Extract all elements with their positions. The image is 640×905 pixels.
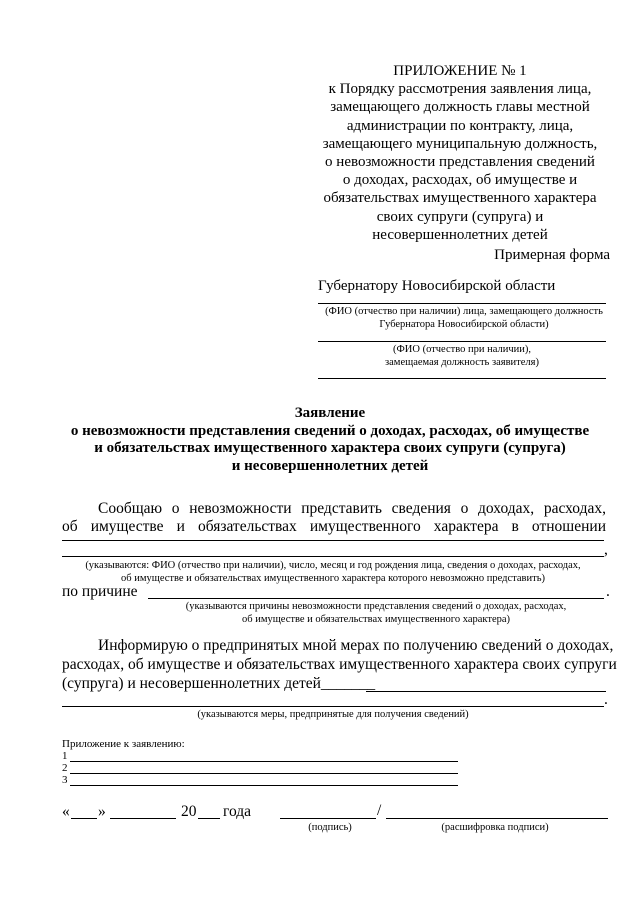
- date-quote-close: »: [98, 803, 106, 820]
- appendix-line: администрации по контракту, лица,: [346, 117, 574, 134]
- signature-decode-caption: (расшифровка подписи): [441, 822, 549, 833]
- attachment-line-1[interactable]: [70, 761, 458, 762]
- attachment-line-3[interactable]: [70, 785, 458, 786]
- year-field[interactable]: [198, 818, 220, 819]
- addressee-line-1[interactable]: [318, 303, 606, 304]
- signature-caption: (подпись): [308, 822, 352, 833]
- appendix-line: к Порядку рассмотрения заявления лица,: [328, 81, 592, 98]
- addressee-caption-1: (ФИО (отчество при наличии) лица, замещающего должность Губернатора Новосибирской области): [325, 306, 603, 330]
- year-prefix: 20: [181, 803, 197, 820]
- appendix-line: замещающего должность главы местной: [330, 99, 590, 116]
- day-field[interactable]: [71, 818, 97, 819]
- paragraph-1-line-2: об имуществе и обязательствах имущественного характера в отношении: [62, 518, 606, 535]
- applicant-line[interactable]: [318, 341, 606, 342]
- reason-label: по причине: [62, 583, 138, 600]
- month-field[interactable]: [110, 818, 176, 819]
- appendix-line: о доходах, расходах, об имуществе и: [342, 172, 578, 189]
- form-type-label: Примерная форма: [494, 247, 610, 263]
- signature-decode-field[interactable]: [386, 818, 608, 819]
- attachment-number: 2: [62, 762, 68, 774]
- appendix-line: несовершеннолетних детей: [372, 226, 548, 243]
- year-suffix: года: [223, 803, 252, 820]
- measures-period: .: [604, 691, 608, 708]
- appendix-title: ПРИЛОЖЕНИЕ № 1: [393, 63, 527, 79]
- paragraph-2-line-1: Информирую о предпринятых мной мерах по получению сведений о доходах,: [98, 637, 614, 654]
- applicant-caption: (ФИО (отчество при наличии), замещаемая должность заявителя): [385, 344, 539, 368]
- reason-line[interactable]: [148, 598, 604, 599]
- attachments-label: Приложение к заявлению:: [62, 738, 185, 750]
- attachment-number: 3: [62, 774, 68, 786]
- reason-caption: (указываются причины невозможности представления сведений о доходах, расходах, об имуществе и обязательствах имущественного характера): [185, 601, 567, 625]
- document-title: Заявление о невозможности представления сведений о доходах, расходах, об имуществе и обязательствах имущественного характера своих супруги (супруга) и несовершеннолетних детей: [70, 405, 590, 474]
- comma: ,: [604, 541, 608, 558]
- measures-caption: (указываются меры, предпринятые для получения сведений): [197, 709, 469, 720]
- subject-line-2[interactable]: [62, 556, 604, 557]
- measures-line-2[interactable]: [62, 706, 604, 707]
- measures-line-1[interactable]: [366, 691, 606, 692]
- attachment-line-2[interactable]: [70, 773, 458, 774]
- paragraph-2-line-2: расходах, об имуществе и обязательствах имущественного характера своих супруги: [62, 656, 617, 673]
- appendix-line: обязательствах имущественного характера: [323, 190, 597, 207]
- appendix-line: своих супруги (супруга) и: [376, 208, 544, 225]
- paragraph-1-line-1: Сообщаю о невозможности представить сведения о доходах, расходах,: [98, 500, 606, 517]
- appendix-line: о невозможности представления сведений: [325, 154, 595, 171]
- attachment-number: 1: [62, 750, 68, 762]
- reason-period: .: [606, 583, 610, 600]
- signature-field[interactable]: [280, 818, 376, 819]
- addressee: Губернатору Новосибирской области: [318, 278, 556, 294]
- subject-caption: (указываются: ФИО (отчество при наличии), число, месяц и год рождения лица, сведения о доходах, расходах, об имуществе и обязательствах имущественного характера которого невозможно представить): [85, 560, 581, 584]
- date-quote-open: «: [62, 803, 70, 820]
- appendix-line: замещающего муниципальную должность,: [322, 135, 598, 152]
- applicant-line-2[interactable]: [318, 378, 606, 379]
- appendix-header: [300, 62, 620, 244]
- subject-line-1[interactable]: [62, 540, 604, 541]
- paragraph-2-line-3: (супруга) и несовершеннолетних детей_______: [62, 675, 376, 692]
- signature-slash: /: [377, 802, 382, 819]
